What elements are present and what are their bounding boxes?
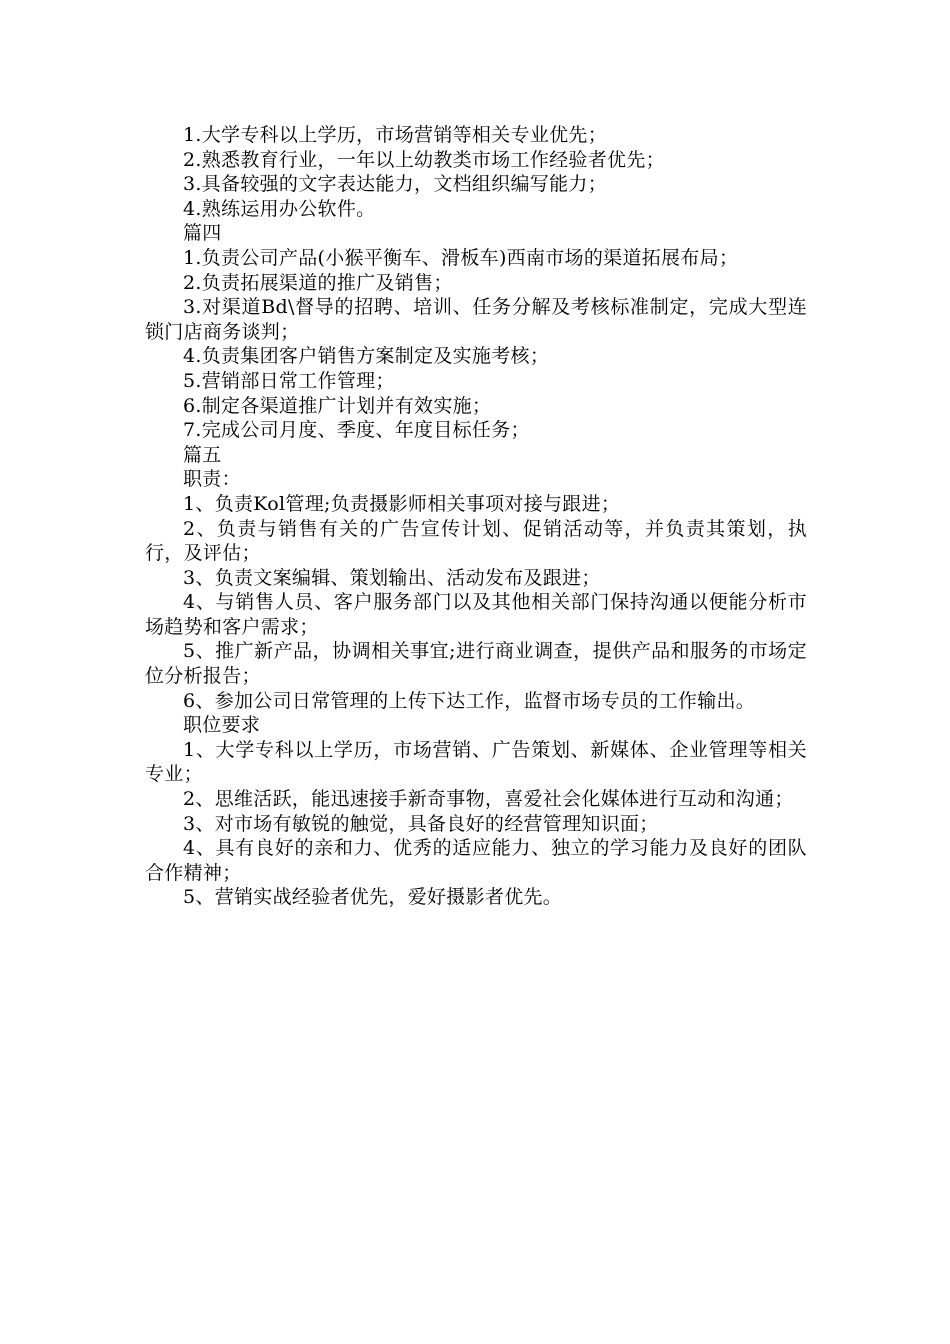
duty-item: 2.负责拓展渠道的推广及销售；	[183, 271, 453, 294]
duty-item: 4、与销售人员、客户服务部门以及其他相关部门保持沟通以便能分析市场趋势和客户需求；	[145, 591, 807, 638]
requirement-item: 5、营销实战经验者优先，爱好摄影者优先。	[183, 886, 563, 909]
requirement-item: 3.具备较强的文字表达能力，文档组织编写能力；	[183, 173, 608, 196]
duty-item: 6、参加公司日常管理的上传下达工作，监督市场专员的工作输出。	[183, 689, 756, 712]
requirement-item: 2.熟悉教育行业，一年以上幼教类市场工作经验者优先；	[183, 148, 665, 171]
duty-item: 6.制定各渠道推广计划并有效实施；	[183, 394, 492, 417]
duty-item: 1、负责Kol管理;负责摄影师相关事项对接与跟进；	[183, 492, 621, 515]
subsection-heading: 职位要求	[183, 714, 261, 737]
section-heading: 篇四	[183, 222, 222, 245]
duty-item: 7.完成公司月度、季度、年度目标任务；	[183, 419, 530, 442]
duty-item: 2、负责与销售有关的广告宣传计划、促销活动等，并负责其策划，执行，及评估；	[145, 517, 807, 565]
duty-item: 1.负责公司产品(小猴平衡车、滑板车)西南市场的渠道拓展布局；	[183, 246, 739, 269]
requirement-item: 1.大学专科以上学历，市场营销等相关专业优先；	[183, 124, 608, 146]
duty-item: 5、推广新产品，协调相关事宜;进行商业调查，提供产品和服务的市场定位分析报告；	[145, 640, 807, 688]
duty-item: 3、负责文案编辑、策划输出、活动发布及跟进；	[183, 566, 601, 589]
subsection-heading: 职责：	[183, 468, 241, 491]
requirement-item: 4.熟练运用办公软件。	[183, 197, 376, 220]
requirement-item: 3、对市场有敏锐的触觉，具备良好的经营管理知识面；	[183, 812, 659, 835]
section-heading: 篇五	[183, 443, 222, 466]
duty-item: 5.营销部日常工作管理；	[183, 369, 395, 392]
duty-item: 3.对渠道Bd\督导的招聘、培训、任务分解及考核标准制定，完成大型连锁门店商务谈判；	[145, 296, 807, 343]
requirement-item: 4、具有良好的亲和力、优秀的适应能力、独立的学习能力及良好的团队合作精神；	[145, 837, 807, 884]
requirement-item: 2、思维活跃，能迅速接手新奇事物，喜爱社会化媒体进行互动和沟通；	[183, 788, 794, 811]
duty-item: 4.负责集团客户销售方案制定及实施考核；	[183, 345, 550, 368]
document-body	[145, 123, 807, 910]
requirement-item: 1、大学专科以上学历，市场营销、广告策划、新媒体、企业管理等相关专业；	[145, 738, 807, 786]
